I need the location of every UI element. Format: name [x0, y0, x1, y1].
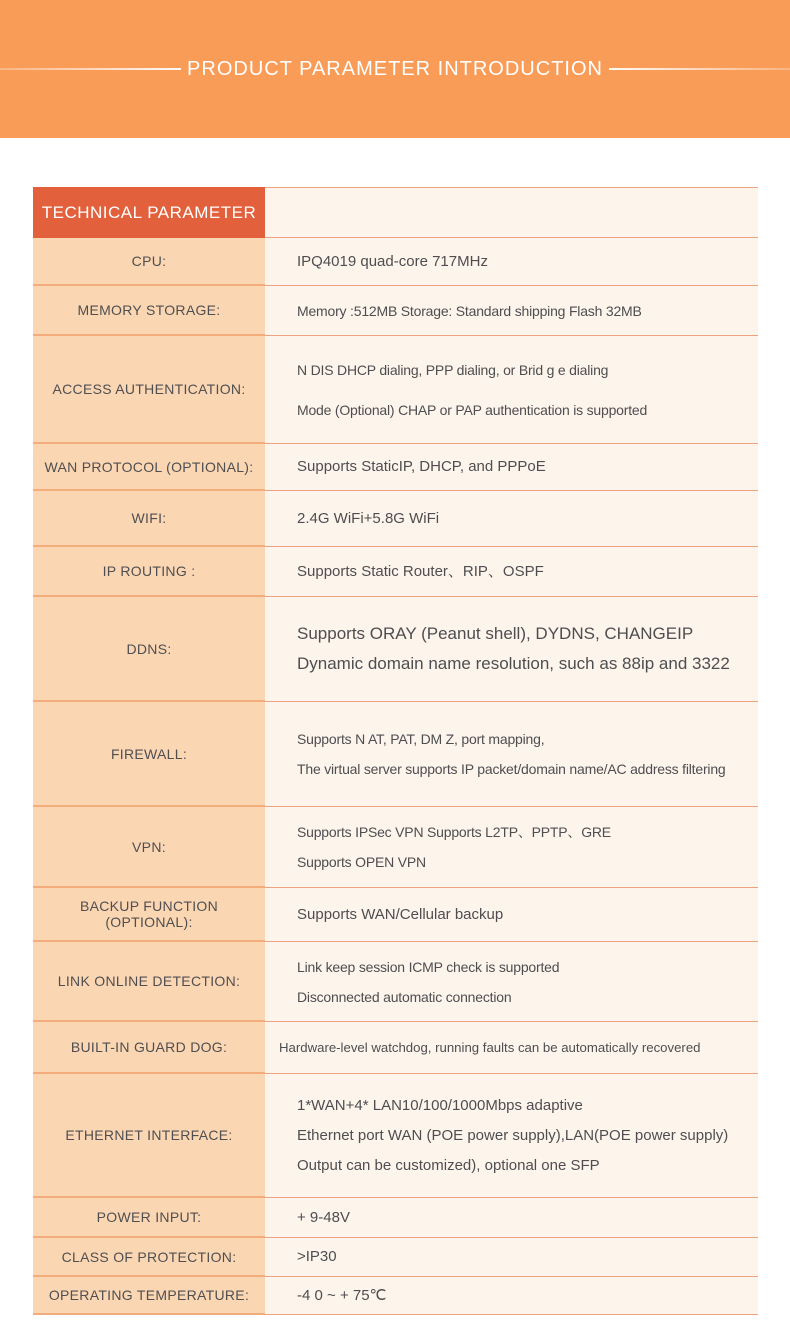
row-value — [265, 444, 758, 491]
row-value — [265, 942, 758, 1022]
row-label: VPN: — [33, 807, 265, 888]
row-operating-temperature — [33, 1277, 758, 1315]
row-value — [265, 1238, 758, 1277]
row-firewall — [33, 702, 758, 807]
row-link-online-detection — [33, 942, 758, 1022]
row-built-in-guard-dog — [33, 1022, 758, 1074]
row-value-line: Supports Static Router、RIP、OSPF — [297, 562, 544, 580]
row-value-line: >IP30 — [297, 1248, 337, 1265]
row-value — [265, 888, 758, 942]
row-value-line: 2.4G WiFi+5.8G WiFi — [297, 509, 440, 527]
row-ethernet-interface — [33, 1074, 758, 1198]
banner-title-row — [0, 58, 790, 81]
row-label: LINK ONLINE DETECTION: — [33, 942, 265, 1022]
product-parameter-banner — [0, 0, 790, 138]
row-value-line: + 9-48V — [297, 1208, 350, 1226]
row-label: ACCESS AUTHENTICATION: — [33, 336, 265, 444]
row-value — [265, 1022, 758, 1074]
row-value-line: Supports OPEN VPN — [297, 854, 426, 870]
row-memory-storage — [33, 286, 758, 336]
row-value — [265, 336, 758, 444]
row-value-line: -4 0 ~ + 75℃ — [297, 1286, 387, 1304]
row-label: DDNS: — [33, 597, 265, 702]
row-value-line: 1*WAN+4* LAN10/100/1000Mbps adaptive — [297, 1096, 583, 1114]
row-access-authentication — [33, 336, 758, 444]
row-label: MEMORY STORAGE: — [33, 286, 265, 336]
row-value — [265, 807, 758, 888]
banner-rule-right — [609, 68, 790, 70]
row-ip-routing — [33, 547, 758, 597]
row-backup-function — [33, 888, 758, 942]
row-wan-protocol — [33, 444, 758, 491]
technical-parameter-table — [33, 187, 758, 1315]
row-cpu — [33, 238, 758, 286]
banner-title: PRODUCT PARAMETER INTRODUCTION — [187, 57, 603, 80]
row-value-line: Dynamic domain name resolution, such as 88ip and 3322 — [297, 654, 730, 673]
row-label: OPERATING TEMPERATURE: — [33, 1277, 265, 1315]
row-label: CLASS OF PROTECTION: — [33, 1238, 265, 1277]
row-value — [265, 238, 758, 286]
row-value — [265, 1074, 758, 1198]
row-wifi — [33, 491, 758, 547]
row-value — [265, 286, 758, 336]
row-value-line: Supports N AT, PAT, DM Z, port mapping, — [297, 731, 545, 747]
row-value-line: Link keep session ICMP check is supported — [297, 958, 560, 975]
row-value — [265, 547, 758, 597]
row-label: WAN PROTOCOL (OPTIONAL): — [33, 444, 265, 491]
row-value — [265, 491, 758, 547]
table-header-row — [33, 187, 758, 238]
row-value-line: Disconnected automatic connection — [297, 988, 512, 1005]
row-vpn — [33, 807, 758, 888]
row-value-line: Supports ORAY (Peanut shell), DYDNS, CHANGEIP — [297, 624, 694, 643]
row-label: ETHERNET INTERFACE: — [33, 1074, 265, 1198]
row-class-of-protection — [33, 1238, 758, 1277]
row-value-line: The virtual server supports IP packet/domain name/AC address filtering — [297, 761, 726, 777]
row-value — [265, 1277, 758, 1315]
banner-rule-left — [0, 68, 181, 70]
row-value-line: N DIS DHCP dialing, PPP dialing, or Brid g e dialing — [297, 361, 609, 378]
table-header-spacer — [265, 187, 758, 238]
row-value-line: Supports StaticIP, DHCP, and PPPoE — [297, 458, 546, 475]
row-label: POWER INPUT: — [33, 1198, 265, 1238]
row-label: BACKUP FUNCTION (OPTIONAL): — [33, 888, 265, 942]
row-label: WIFI: — [33, 491, 265, 547]
row-value-line: Ethernet port WAN (POE power supply),LAN(POE power supply) — [297, 1126, 729, 1144]
row-value — [265, 1198, 758, 1238]
row-value-line: Memory :512MB Storage: Standard shipping Flash 32MB — [297, 302, 642, 319]
row-label: BUILT-IN GUARD DOG: — [33, 1022, 265, 1074]
row-label: CPU: — [33, 238, 265, 286]
row-value — [265, 597, 758, 702]
row-label: IP ROUTING : — [33, 547, 265, 597]
row-value-line: IPQ4019 quad-core 717MHz — [297, 252, 488, 270]
row-value-line: Supports IPSec VPN Supports L2TP、PPTP、GRE — [297, 824, 611, 840]
row-value-line: Output can be customized), optional one SFP — [297, 1156, 600, 1174]
row-label: FIREWALL: — [33, 702, 265, 807]
row-power-input — [33, 1198, 758, 1238]
table-header-title: TECHNICAL PARAMETER — [33, 187, 265, 238]
row-value-line: Hardware-level watchdog, running faults can be automatically recovered — [279, 1039, 701, 1055]
row-value-line: Mode (Optional) CHAP or PAP authentication is supported — [297, 401, 648, 418]
row-ddns — [33, 597, 758, 702]
row-value — [265, 702, 758, 807]
row-value-line: Supports WAN/Cellular backup — [297, 905, 504, 923]
